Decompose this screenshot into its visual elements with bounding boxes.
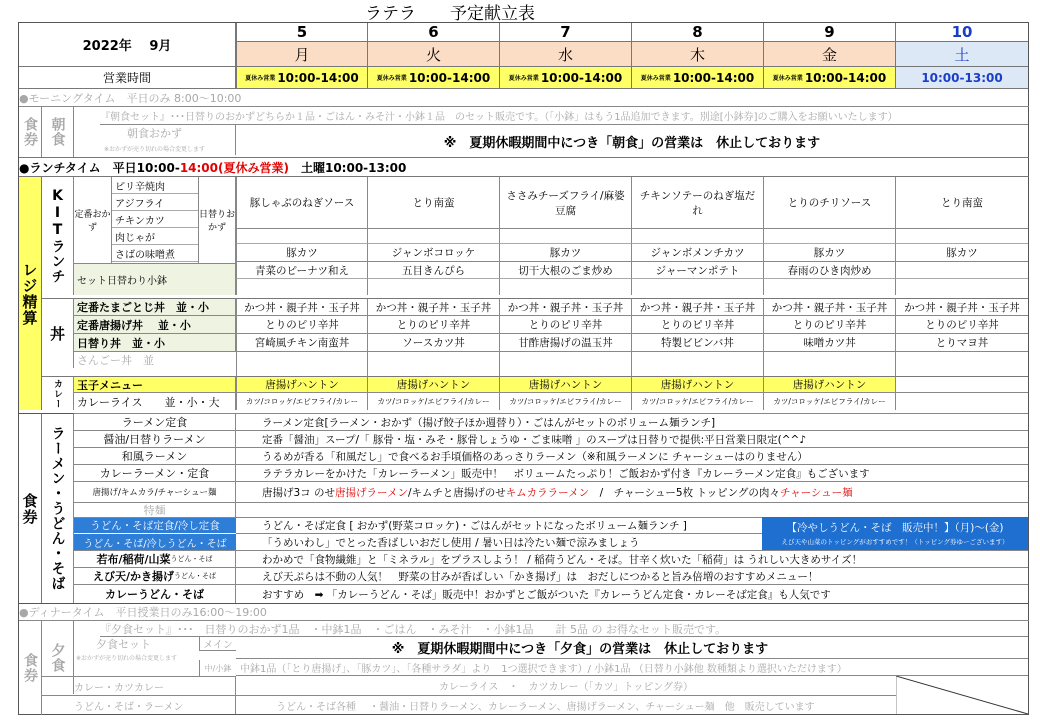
morning-okazu-note: ※おかずが売り切れの場合変更します (74, 141, 236, 155)
kit-lunch-label: KITランチ (42, 177, 74, 295)
noodle-item-name: ラーメン定食 (74, 413, 236, 430)
karaage-a: 唐揚げ3コ のせ (262, 486, 336, 499)
don-cell: 特製ビビンバ丼 (631, 334, 763, 352)
ebi-name (74, 567, 236, 584)
month-label: 2022年 9月 (19, 23, 236, 67)
wakame-name-small: うどん・そば (170, 555, 213, 563)
hours-prefix: 夏休み営業 (376, 75, 407, 82)
day-number: 10 (895, 23, 1028, 41)
lunch-blank-row (236, 229, 367, 244)
lunch-blank-row (499, 229, 631, 244)
ebi-desc: えび天ぷらは不動の人気！ 野菜の甘みが香ばしい「かき揚げ」は おだしにつかると旨み倍増のおすすめメニュー！ (236, 567, 1028, 584)
hours-value: 10:00-14:00 (672, 70, 755, 85)
teiban-item: 肉じゃが (112, 228, 198, 245)
hiyashi-desc: 「うめいわし」でとった香ばしいおだし使用 / 暑い日は冷たい麺で涼みましょう (236, 533, 762, 550)
teiban-item: アジフライ (112, 194, 198, 211)
lunch-kobachi: 五目きんぴら (367, 262, 499, 279)
lunch-heading-red: 14:00(夏休み営業) (179, 160, 289, 175)
noodle-item-desc: 定番「醤油」スープ/「 豚骨・塩・みそ・豚骨しょうゆ・ごま味噌 」のスープは日替りで提供:平日営業日限定(^^♪ (236, 430, 1028, 447)
wakame-desc: わかめで「食物繊維」と「ミネラル」をプラスしよう！ / 稲荷うどん・そば。甘辛く炊いた「稲荷」は うれしい大きめサイズ！ (236, 550, 1028, 567)
day-hours (763, 67, 895, 89)
curry-label: カレー (42, 376, 74, 410)
don-cell: 味噌カツ丼 (763, 334, 895, 352)
lunch-sub-dish: 豚カツ (499, 244, 631, 262)
day-hours (895, 67, 1028, 89)
dinner-udon-label: うどん・そば・ラーメン (42, 695, 236, 714)
curry-cell (895, 393, 1028, 410)
ebi-name-big: えび天/かき揚げ (92, 570, 175, 583)
lunch-main-dish: とりのチリソース (763, 177, 895, 229)
lunch-blank-row (631, 279, 763, 295)
tamago-cell: 唐揚げハントン (499, 376, 631, 393)
ebi-name-small: うどん・そば (174, 572, 217, 580)
hours-prefix: 夏休み営業 (772, 75, 803, 82)
lunch-sub-dish: 豚カツ (763, 244, 895, 262)
hours-value: 10:00-14:00 (804, 70, 887, 85)
teiban-item: さばの味噌煮 (112, 245, 198, 262)
don-cell: とりのピリ辛丼 (631, 316, 763, 334)
morning-label: 朝食 (42, 107, 74, 157)
day-number: 7 (499, 23, 631, 41)
don-cell: とりのピリ辛丼 (499, 316, 631, 334)
day-hours (631, 67, 763, 89)
dinner-side-label: 食券 (19, 621, 42, 715)
day-hours (499, 67, 631, 89)
day-number: 8 (631, 23, 763, 41)
lunch-heading-b: 土曜10:00-13:00 (288, 160, 407, 175)
dinner-curry-label: カレー・カツカレー (42, 676, 236, 695)
hiyashi-name: うどん・そば/冷しうどん・そば (74, 533, 236, 550)
sansai-don: さんごー丼 並 (77, 354, 154, 367)
noodle-label: ラーメン・うどん・そば (42, 413, 74, 603)
curry-cell: カツ/コロッケ/エビフライ/カレー (367, 393, 499, 410)
dinner-set-note: ※おかずが売り切れの場合変更します (76, 654, 178, 662)
hours-value: 10:00-14:00 (540, 70, 623, 85)
lunch-blank-row (763, 229, 895, 244)
don-blank (499, 352, 631, 376)
curry-udon-name: カレーうどん・そば (74, 584, 236, 603)
lunch-blank-row (895, 279, 1028, 295)
karaage-b: /キムチと唐揚げのせ (408, 486, 506, 499)
lunch-kobachi (895, 262, 1028, 279)
hours-prefix: 夏休み営業 (245, 75, 276, 82)
dinner-diagonal (896, 676, 1028, 714)
day-number: 9 (763, 23, 895, 41)
don-cell: 甘酢唐揚げの温玉丼 (499, 334, 631, 352)
hours-label: 営業時間 (19, 67, 236, 89)
hours-prefix: 夏休み営業 (640, 75, 671, 82)
lunch-sub-dish: ジャンボコロッケ (367, 244, 499, 262)
don-cell: かつ丼・親子丼・玉子丼 (763, 298, 895, 316)
don-cell: かつ丼・親子丼・玉子丼 (367, 298, 499, 316)
hiyashi-promo: 【冷やしうどん・そば 販売中！】（月)～(金) (786, 522, 1004, 534)
hours-prefix: 夏休み営業 (508, 75, 539, 82)
dinner-notice: ※ 夏期休暇期間中につき「夕食」の営業は 休止しております (391, 641, 769, 657)
don-row-label: 定番唐揚げ丼 並・小 (74, 316, 236, 334)
curry-udon-desc: おすすめ ➡ 「カレーうどん・そば」販売中！おかずとご飯がついた『カレーうどん定食・カレーそば定食』も人気です (236, 584, 1028, 603)
curry-cell: カツ/コロッケ/エビフライ/カレー (631, 393, 763, 410)
noodle-item-desc: ラテラカレーをかけた「カレーラーメン」販売中！ ボリュームたっぷり！ご飯おかず付き『カレーラーメン定食』もございます (236, 464, 1028, 481)
wakame-name-big: 若布/稲荷/山菜 (96, 553, 171, 566)
hours-value: 10:00-14:00 (277, 70, 359, 85)
dinner-curry-desc: カレーライス ・ カツカレー（「カツ」トッピング券） (438, 682, 694, 693)
karaage-r2: キムカララーメン (505, 486, 590, 499)
morning-okazu-label: 朝食おかず (74, 125, 236, 141)
lunch-main-dish: ささみチーズフライ/麻婆豆腐 (499, 177, 631, 229)
lunch-blank-row (895, 229, 1028, 244)
lunch-kobachi: ジャーマンポテト (631, 262, 763, 279)
teiban-item: チキンカツ (112, 211, 198, 228)
kobachi-label: セット日替わり小鉢 (74, 263, 236, 295)
curry-cell: カツ/コロッケ/エビフライ/カレー (763, 393, 895, 410)
karaage-border (236, 481, 1028, 482)
noodle-item-name: カレーラーメン・定食 (74, 464, 236, 481)
wakame-name (74, 550, 236, 567)
day-hours (367, 67, 499, 89)
curry-cell: カツ/コロッケ/エビフライ/カレー (236, 393, 367, 410)
dinner-chubachi-label: 中/小鉢 (199, 660, 236, 676)
lunch-sub-dish: 豚カツ (895, 244, 1028, 262)
don-cell: とりマヨ丼 (895, 334, 1028, 352)
don-label: 丼 (42, 298, 74, 368)
don-cell: かつ丼・親子丼・玉子丼 (895, 298, 1028, 316)
karaage-desc (236, 482, 1028, 502)
tokusei-label: 特麺 (74, 502, 236, 517)
karaage-name: 唐揚げ/キムカラ/チャーシュー麺 (74, 481, 236, 502)
udon-teishoku-name: うどん・そば定食/冷し定食 (74, 517, 236, 533)
lunch-kobachi: 青菜のピーナツ和え (236, 262, 367, 279)
tamago-cell: 唐揚げハントン (631, 376, 763, 393)
day-weekday: 木 (631, 41, 763, 67)
noodle-item-desc: うるめが香る「和風だし」で食べるお手頃価格のあっさりラーメン（※和風ラーメンに チャーシューはのりません） (236, 447, 1028, 464)
noodle-item-name: 醤油/日替りラーメン (74, 430, 236, 447)
karaage-r1: 唐揚げラーメン (335, 486, 409, 499)
page-title: ラテラ 予定献立表 (365, 3, 535, 22)
lunch-blank-row (236, 279, 367, 295)
don-cell: とりのピリ辛丼 (763, 316, 895, 334)
lunch-sub-dish: 豚カツ (236, 244, 367, 262)
morning-side-label: 食券 (19, 107, 42, 157)
day-weekday: 水 (499, 41, 631, 67)
don-blank (631, 352, 763, 376)
don-cell: とりのピリ辛丼 (236, 316, 367, 334)
don-cell: かつ丼・親子丼・玉子丼 (631, 298, 763, 316)
day-weekday: 土 (895, 41, 1028, 67)
morning-heading: ●モーニングタイム 平日のみ 8:00～10:00 (19, 90, 1029, 107)
lunch-main-dish: チキンソテーのねぎ塩だれ (631, 177, 763, 229)
day-number: 6 (367, 23, 499, 41)
tamago-cell (895, 376, 1028, 393)
don-cell: かつ丼・親子丼・玉子丼 (499, 298, 631, 316)
hours-value: 10:00-14:00 (408, 70, 491, 85)
noodle-side-label: 食券 (19, 413, 42, 603)
curry-cell: カツ/コロッケ/エビフライ/カレー (499, 393, 631, 410)
noodle-item-name: 和風ラーメン (74, 447, 236, 464)
day-number: 5 (236, 23, 367, 41)
lunch-blank-row (631, 229, 763, 244)
udon-teishoku-desc: うどん・そば定食 [ おかず(野菜コロッケ)・ごはんがセットになったボリューム麺ランチ ] (236, 517, 762, 533)
don-blank (763, 352, 895, 376)
dinner-chubachi-desc: 中鉢1品（「とり唐揚げ」、「豚カツ」、「各種サラダ」より 1つ選択できます）/ 小鉢1品 （日替り小鉢他 数種類より選択いただけます） (236, 658, 1028, 676)
tamago-cell: 唐揚げハントン (763, 376, 895, 393)
tamago-cell: 唐揚げハントン (236, 376, 367, 393)
lunch-kobachi: 春雨のひき肉炒め (763, 262, 895, 279)
morning-set-text: 『朝食セット』･･･日替りのおかずどちらか１品・ごはん・みそ汁・小鉢１品 のセット販売です。（「小鉢」はもう1品追加できます。別途[小鉢券]のご購入をお願いいたします） (100, 107, 1028, 125)
dinner-heading: ●ディナータイム 平日授業日のみ16:00～19:00 (19, 603, 1029, 621)
tamago-cell: 唐揚げハントン (367, 376, 499, 393)
don-row-label: 日替り丼 並・小 (74, 334, 236, 352)
lunch-side-label: レジ精算 (19, 177, 42, 410)
don-blank (236, 352, 367, 376)
teiban-item: ピリ辛焼肉 (112, 177, 198, 194)
lunch-blank-row (763, 279, 895, 295)
lunch-main-dish: 豚しゃぶのねぎソース (236, 177, 367, 229)
lunch-heading-a: ●ランチタイム 平日10:00- (19, 160, 180, 175)
karaage-r3: チャーシュー麺 (779, 486, 853, 499)
don-blank (367, 352, 499, 376)
lunch-blank-row (499, 279, 631, 295)
higawari-okazu-label: 日替りおかず (198, 177, 236, 263)
day-hours (236, 67, 367, 89)
don-cell: かつ丼・親子丼・玉子丼 (236, 298, 367, 316)
dinner-set-line: 『夕食セット』･･･ 日替りのおかず1品 ・中鉢1品 ・ごはん ・みそ汁 ・小鉢1品 計 5品 の お得なセット販売です。 (100, 621, 1028, 637)
day-weekday: 火 (367, 41, 499, 67)
don-cell: とりのピリ辛丼 (895, 316, 1028, 334)
don-cell: とりのピリ辛丼 (367, 316, 499, 334)
tokusei-border (236, 502, 1028, 517)
curry-rice-label: カレーライス 並・小・大 (74, 393, 236, 410)
hiyashi-promo-box (762, 517, 1028, 550)
dinner-label: 夕食 (42, 621, 74, 694)
dinner-main-label: メイン (199, 637, 236, 651)
teiban-okazu-label: 定番おかず (74, 177, 112, 263)
don-cell: 宮崎風チキン南蛮丼 (236, 334, 367, 352)
lunch-blank-row (367, 279, 499, 295)
don-row-label: 定番たまごとじ丼 並・小 (74, 298, 236, 316)
day-weekday: 月 (236, 41, 367, 67)
noodle-item-desc: ラーメン定食[ラーメン・おかず（揚げ餃子ほか週替り）・ごはんがセットのボリューム麺ランチ] (236, 413, 1028, 430)
lunch-kobachi: 切干大根のごま炒め (499, 262, 631, 279)
lunch-sub-dish: ジャンボメンチカツ (631, 244, 763, 262)
dinner-udon-desc: うどん・そば各種 ・醤油・日替りラーメン、カレーラーメン、唐揚げラーメン、チャーシュー麺 他 販売しています (236, 695, 896, 714)
hours-value: 10:00-13:00 (921, 70, 1003, 85)
day-weekday: 金 (763, 41, 895, 67)
don-blank (895, 352, 1028, 376)
lunch-main-dish: とり南蛮 (367, 177, 499, 229)
don-cell: ソースカツ丼 (367, 334, 499, 352)
lunch-blank-row (367, 229, 499, 244)
lunch-heading (19, 157, 1029, 177)
karaage-c: / チャーシュー5枚 トッピングの肉々 (589, 486, 780, 499)
lunch-main-dish: とり南蛮 (895, 177, 1028, 229)
dinner-set-label: 夕食セット (96, 638, 151, 651)
tamago-label: 玉子メニュー (74, 376, 236, 393)
morning-notice: ※ 夏期休暇期間中につき「朝食」の営業は 休止しております (443, 135, 821, 151)
hiyashi-promo-sub: えび天や山菜のトッピングがおすすめです！（トッピング券ゆーございます） (781, 538, 1009, 546)
